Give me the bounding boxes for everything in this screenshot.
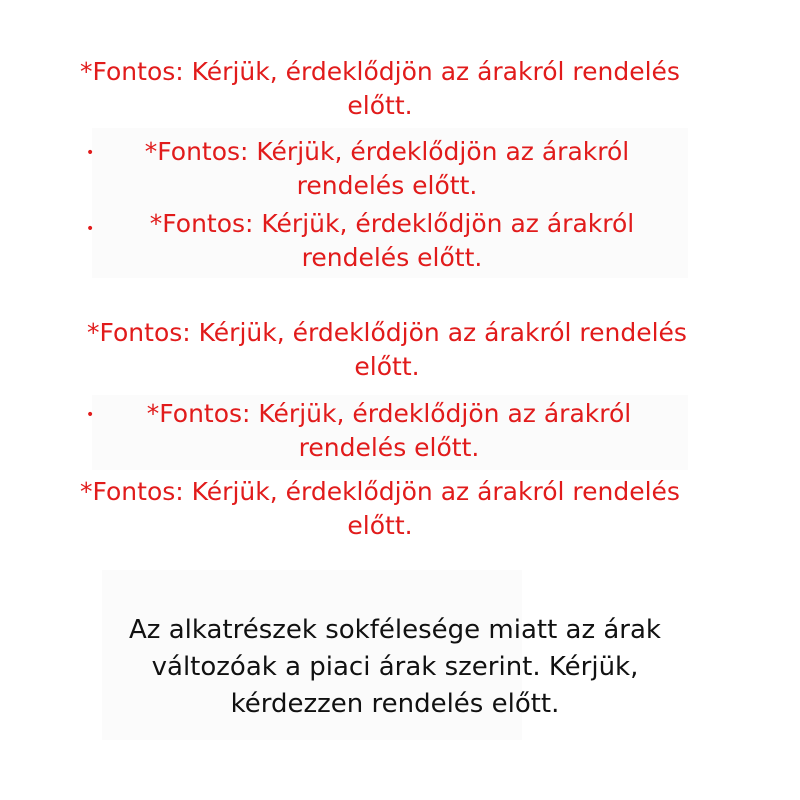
notice-line: rendelés előtt. xyxy=(296,171,478,200)
price-inquiry-notice-6 xyxy=(20,475,740,543)
price-variation-note xyxy=(95,612,695,723)
notice-line: rendelés előtt. xyxy=(301,243,483,272)
notice-line: *Fontos: Kérjük, érdeklődjön az árakról xyxy=(146,399,632,428)
price-inquiry-notice-4 xyxy=(27,316,747,384)
notice-line: előtt. xyxy=(347,91,413,120)
notice-line: *Fontos: Kérjük, érdeklődjön az árakról xyxy=(144,137,630,166)
notice-line: *Fontos: Kérjük, érdeklődjön az árakról rendelés xyxy=(80,477,680,506)
price-inquiry-notice-2 xyxy=(87,135,687,203)
footer-line: kérdezzen rendelés előtt. xyxy=(230,689,560,719)
price-inquiry-notice-5 xyxy=(89,397,689,465)
footer-line: Az alkatrészek sokfélesége miatt az árak xyxy=(129,615,661,645)
price-inquiry-notice-3 xyxy=(92,207,692,275)
notice-line: *Fontos: Kérjük, érdeklődjön az árakról rendelés xyxy=(87,318,687,347)
footer-line: változóak a piaci árak szerint. Kérjük, xyxy=(151,652,639,682)
price-inquiry-notice-1 xyxy=(20,55,740,123)
notice-line: előtt. xyxy=(354,352,420,381)
stray-mark: • xyxy=(86,221,95,237)
notice-line: rendelés előtt. xyxy=(298,433,480,462)
notice-line: előtt. xyxy=(347,511,413,540)
stray-mark: • xyxy=(86,407,95,423)
notice-line: *Fontos: Kérjük, érdeklődjön az árakról xyxy=(149,209,635,238)
notice-line: *Fontos: Kérjük, érdeklődjön az árakról rendelés xyxy=(80,57,680,86)
stray-mark: • xyxy=(86,145,95,161)
